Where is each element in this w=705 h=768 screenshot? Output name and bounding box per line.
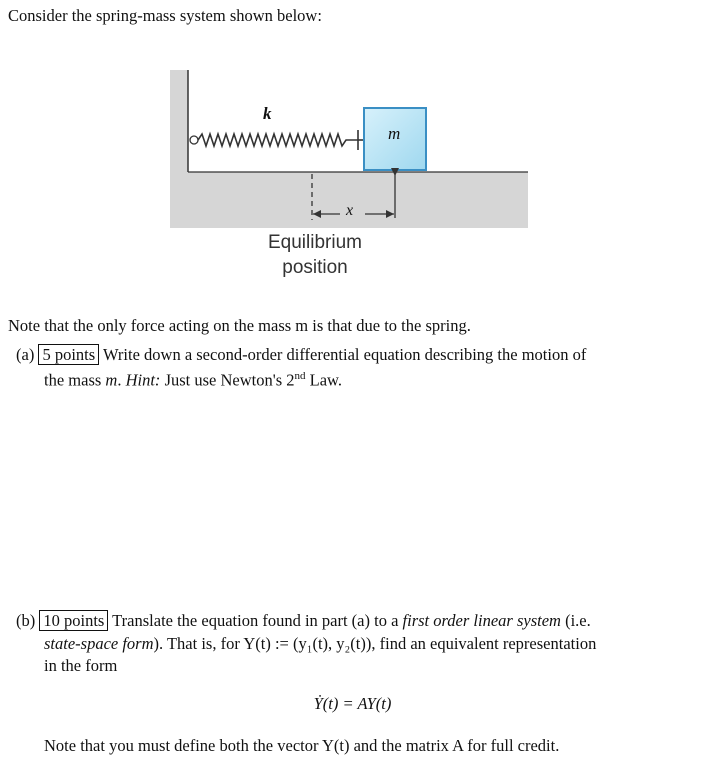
part-b-line3: in the form	[44, 656, 118, 675]
intro-text: Consider the spring-mass system shown below:	[8, 6, 322, 25]
note-text: Note that the only force acting on the mass m is that due to the spring.	[8, 316, 471, 335]
part-a-line2: the mass m. Hint: Just use Newton's 2nd Law.	[44, 370, 342, 390]
state-space-equation: Ẏ(t) = AY(t)	[313, 694, 392, 713]
hint-label: Hint:	[125, 370, 161, 390]
spring-label: k	[263, 104, 272, 123]
part-b-line2: state-space form). That is, for Y(t) := (y₁(t), y₂(t)), find an equivalent representation	[44, 634, 597, 653]
wall	[170, 70, 188, 180]
spring-mass-figure	[160, 64, 540, 294]
spring	[198, 134, 358, 146]
part-a-line1	[16, 345, 586, 365]
part-a-points-badge: 5 points	[38, 344, 99, 365]
displacement-label: x	[346, 202, 354, 219]
equilibrium-caption: Equilibrium position	[268, 232, 362, 278]
part-a-tag: (a)	[16, 345, 35, 364]
mass-label: m	[388, 124, 401, 143]
part-b-tag: (b)	[16, 611, 36, 630]
part-b-points-badge: 10 points	[39, 610, 108, 631]
final-note: Note that you must define both the vector Y(t) and the matrix A for full credit.	[44, 736, 560, 755]
part-b-line1: (b) 10 points Translate the equation found in part (a) to a first order linear system (i.e.	[16, 611, 591, 630]
part-a-text1: Write down a second-order differential equation describing the motion of	[103, 345, 587, 364]
